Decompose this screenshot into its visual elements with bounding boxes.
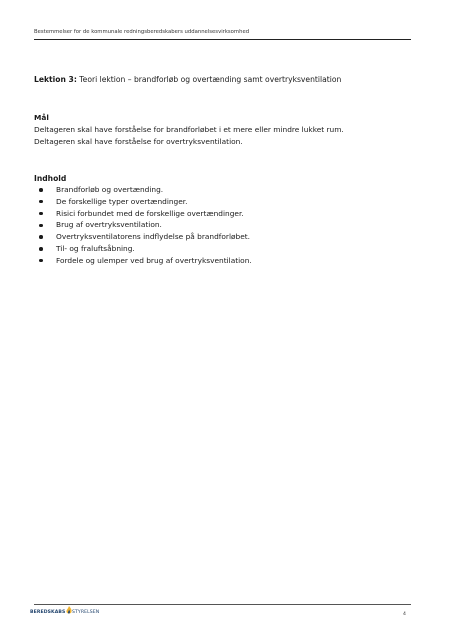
list-item-text: Brug af overtryksventilation. — [56, 220, 162, 230]
goals-section — [34, 112, 344, 147]
page-number: 4 — [403, 612, 406, 617]
logo-text-right: STYRELSEN — [72, 610, 100, 615]
content-section — [34, 173, 252, 267]
list-item — [34, 243, 252, 255]
list-item — [34, 196, 252, 208]
bullet-icon — [39, 224, 43, 228]
beredskabsstyrelsen-logo — [30, 606, 110, 620]
goals-title: Mål — [34, 113, 49, 122]
bullet-icon — [39, 259, 43, 263]
list-item-text: De forskellige typer overtændinger. — [56, 196, 188, 206]
content-title: Indhold — [34, 174, 67, 183]
list-item — [34, 184, 252, 196]
list-item-text: Overtryksventilatorens indflydelse på brandforløbet. — [56, 232, 251, 242]
logo-text-left: BEREDSKABS — [30, 610, 66, 615]
footer-divider — [34, 604, 411, 605]
bullet-icon — [39, 247, 43, 251]
list-item-text: Til- og fraluftsåbning. — [56, 243, 135, 253]
lesson-heading — [34, 75, 341, 84]
content-list — [34, 184, 252, 267]
running-header: Bestemmelser for de kommunale redningsberedskabers uddannelsesvirksomhed — [34, 29, 250, 35]
list-item — [34, 255, 252, 267]
bullet-icon — [39, 235, 43, 239]
list-item-text: Fordele og ulemper ved brug af overtryksventilation. — [56, 255, 252, 265]
header-divider — [34, 39, 411, 40]
lesson-title: Teori lektion – brandforløb og overtænding samt overtryksventilation — [79, 75, 342, 84]
lesson-label: Lektion 3: — [34, 75, 77, 84]
list-item — [34, 231, 252, 243]
list-item-text: Risici forbundet med de forskellige overtændinger. — [56, 208, 244, 218]
list-item-text: Brandforløb og overtænding. — [56, 185, 164, 194]
bullet-icon — [39, 200, 43, 204]
bullet-icon — [39, 212, 43, 216]
list-item — [34, 208, 252, 220]
goal-line: Deltageren skal have forståelse for brandforløbet i et mere eller mindre lukket rum. — [34, 124, 344, 134]
goal-line: Deltageren skal have forståelse for overtryksventilation. — [34, 136, 243, 146]
list-item — [34, 219, 252, 231]
bullet-icon — [39, 188, 43, 192]
